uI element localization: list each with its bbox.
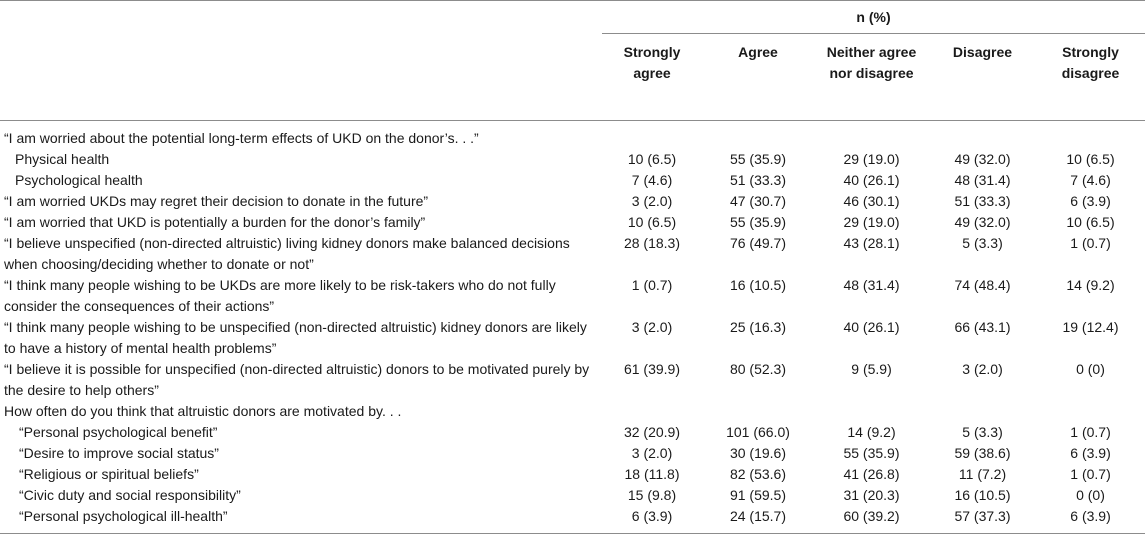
cell-agree (702, 121, 814, 150)
row-label: How often do you think that altruistic donors are motivated by. . . (4, 403, 402, 419)
cell-neither: 29 (19.0) (843, 151, 900, 167)
group-header-n-percent: n (%) (602, 1, 1145, 34)
cell-disagree: 48 (31.4) (954, 172, 1011, 188)
table-row (0, 149, 1145, 170)
row-label: “Civic duty and social responsibility” (19, 487, 241, 503)
cell-agree: 55 (35.9) (729, 151, 787, 167)
cell-neither: 41 (26.8) (843, 466, 900, 482)
cell-strongly-disagree: 14 (9.2) (1066, 277, 1115, 293)
cell-agree: 55 (35.9) (729, 214, 787, 230)
table-row (0, 212, 1145, 233)
column-header-strongly-agree: Strongly agree (602, 34, 702, 121)
table-row (0, 170, 1145, 191)
cell-disagree: 74 (48.4) (954, 277, 1011, 293)
row-label: “I am worried that UKD is potentially a burden for the donor’s family” (4, 214, 426, 230)
cell-agree: 47 (30.7) (729, 193, 787, 209)
column-header-agree: Agree (702, 34, 814, 121)
column-header-neither: Neither agree nor disagree (814, 34, 929, 121)
cell-strongly-disagree (1036, 121, 1145, 150)
cell-strongly-disagree: 10 (6.5) (1066, 214, 1115, 230)
table-row (0, 506, 1145, 534)
row-label: “Personal psychological benefit” (19, 424, 218, 440)
table-row (0, 422, 1145, 443)
table-row (0, 443, 1145, 464)
cell-neither (814, 401, 929, 422)
cell-agree: 91 (59.5) (729, 487, 787, 503)
table-row (0, 317, 1145, 359)
cell-neither: 48 (31.4) (843, 277, 900, 293)
cell-neither: 40 (26.1) (843, 172, 900, 188)
cell-strongly-agree: 61 (39.9) (623, 361, 681, 377)
row-label: “Personal psychological ill-health” (0, 506, 602, 534)
cell-neither: 46 (30.1) (843, 193, 900, 209)
cell-strongly-agree: 7 (4.6) (631, 172, 673, 188)
column-header-strongly-disagree: Strongly disagree (1036, 34, 1145, 121)
cell-strongly-agree: 28 (18.3) (623, 235, 681, 251)
cell-neither: 55 (35.9) (843, 445, 900, 461)
cell-strongly-disagree: 1 (0.7) (1070, 466, 1111, 482)
row-label: “I believe unspecified (non-directed altruistic) living kidney donors make balanced decisions when choosing/deciding whether to donate or not” (4, 235, 570, 272)
row-label: “I am worried UKDs may regret their decision to donate in the future” (4, 193, 429, 209)
row-label: “Desire to improve social status” (19, 445, 219, 461)
table-row (0, 464, 1145, 485)
row-label: “Religious or spiritual beliefs” (19, 466, 199, 482)
table-row (0, 121, 1145, 150)
cell-agree: 80 (52.3) (729, 361, 787, 377)
cell-strongly-agree: 32 (20.9) (623, 424, 681, 440)
cell-strongly-disagree: 6 (3.9) (1070, 193, 1111, 209)
cell-agree: 76 (49.7) (729, 235, 787, 251)
cell-strongly-agree: 18 (11.8) (624, 466, 680, 482)
header-statement-blank (0, 34, 602, 121)
cell-disagree: 51 (33.3) (954, 193, 1011, 209)
cell-neither: 43 (28.1) (843, 235, 900, 251)
cell-disagree: 5 (3.3) (962, 235, 1003, 251)
cell-strongly-agree: 3 (2.0) (631, 445, 673, 461)
table-row (0, 401, 1145, 422)
header-column-row (0, 34, 1145, 121)
cell-agree: 101 (66.0) (726, 424, 790, 440)
cell-strongly-agree: 10 (6.5) (627, 214, 677, 230)
cell-strongly-agree: 3 (2.0) (631, 193, 673, 209)
cell-strongly-agree (602, 401, 702, 422)
cell-agree: 82 (53.6) (729, 466, 787, 482)
cell-strongly-agree: 6 (3.9) (602, 506, 702, 534)
cell-neither: 31 (20.3) (843, 487, 900, 503)
cell-strongly-disagree: 1 (0.7) (1070, 235, 1111, 251)
cell-neither: 40 (26.1) (843, 319, 900, 335)
cell-agree: 51 (33.3) (729, 172, 787, 188)
cell-disagree: 49 (32.0) (954, 214, 1011, 230)
row-label: Psychological health (15, 172, 143, 188)
row-label: Physical health (15, 151, 110, 167)
cell-strongly-disagree: 0 (0) (1076, 487, 1105, 503)
column-header-disagree: Disagree (929, 34, 1036, 121)
header-group-row (0, 1, 1145, 34)
cell-strongly-agree (602, 121, 702, 150)
cell-strongly-disagree: 10 (6.5) (1066, 151, 1115, 167)
cell-strongly-disagree: 1 (0.7) (1070, 424, 1111, 440)
header-blank-cell (0, 1, 602, 34)
cell-neither (814, 121, 929, 150)
cell-neither: 9 (5.9) (851, 361, 892, 377)
cell-strongly-disagree (1036, 401, 1145, 422)
cell-disagree: 16 (10.5) (954, 487, 1011, 503)
cell-strongly-agree: 1 (0.7) (631, 277, 673, 293)
cell-strongly-disagree: 19 (12.4) (1062, 319, 1119, 335)
cell-disagree (929, 121, 1036, 150)
cell-disagree: 11 (7.2) (958, 466, 1007, 482)
cell-strongly-agree: 10 (6.5) (627, 151, 677, 167)
row-label: “I think many people wishing to be UKDs are more likely to be risk-takers who do not fully consider the consequences of their actions” (4, 277, 556, 314)
row-label: “I am worried about the potential long-term effects of UKD on the donor’s. . .” (4, 130, 479, 146)
cell-strongly-disagree: 6 (3.9) (1036, 506, 1145, 534)
cell-strongly-agree: 3 (2.0) (631, 319, 673, 335)
cell-disagree: 5 (3.3) (962, 424, 1003, 440)
cell-agree: 24 (15.7) (702, 506, 814, 534)
table-row (0, 191, 1145, 212)
cell-disagree (929, 401, 1036, 422)
cell-disagree: 57 (37.3) (929, 506, 1036, 534)
table-row (0, 233, 1145, 275)
cell-agree (702, 401, 814, 422)
cell-neither: 29 (19.0) (843, 214, 900, 230)
cell-agree: 30 (19.6) (729, 445, 787, 461)
table-body (0, 121, 1145, 534)
cell-strongly-agree: 15 (9.8) (627, 487, 677, 503)
cell-strongly-disagree: 7 (4.6) (1070, 172, 1111, 188)
row-label: “I think many people wishing to be unspecified (non-directed altruistic) kidney donors are likely to have a history of mental health problems” (4, 319, 587, 356)
cell-disagree: 59 (38.6) (954, 445, 1011, 461)
table-row (0, 485, 1145, 506)
cell-disagree: 3 (2.0) (962, 361, 1003, 377)
row-label: “I believe it is possible for unspecified (non-directed altruistic) donors to be motivated purely by the desire to help others” (4, 361, 590, 398)
table-row (0, 359, 1145, 401)
cell-neither: 60 (39.2) (814, 506, 929, 534)
cell-neither: 14 (9.2) (847, 424, 896, 440)
table-header (0, 1, 1145, 121)
cell-disagree: 49 (32.0) (954, 151, 1011, 167)
table-row (0, 275, 1145, 317)
cell-agree: 25 (16.3) (729, 319, 787, 335)
cell-strongly-disagree: 6 (3.9) (1070, 445, 1111, 461)
cell-strongly-disagree: 0 (0) (1076, 361, 1105, 377)
cell-agree: 16 (10.5) (729, 277, 787, 293)
cell-disagree: 66 (43.1) (954, 319, 1011, 335)
